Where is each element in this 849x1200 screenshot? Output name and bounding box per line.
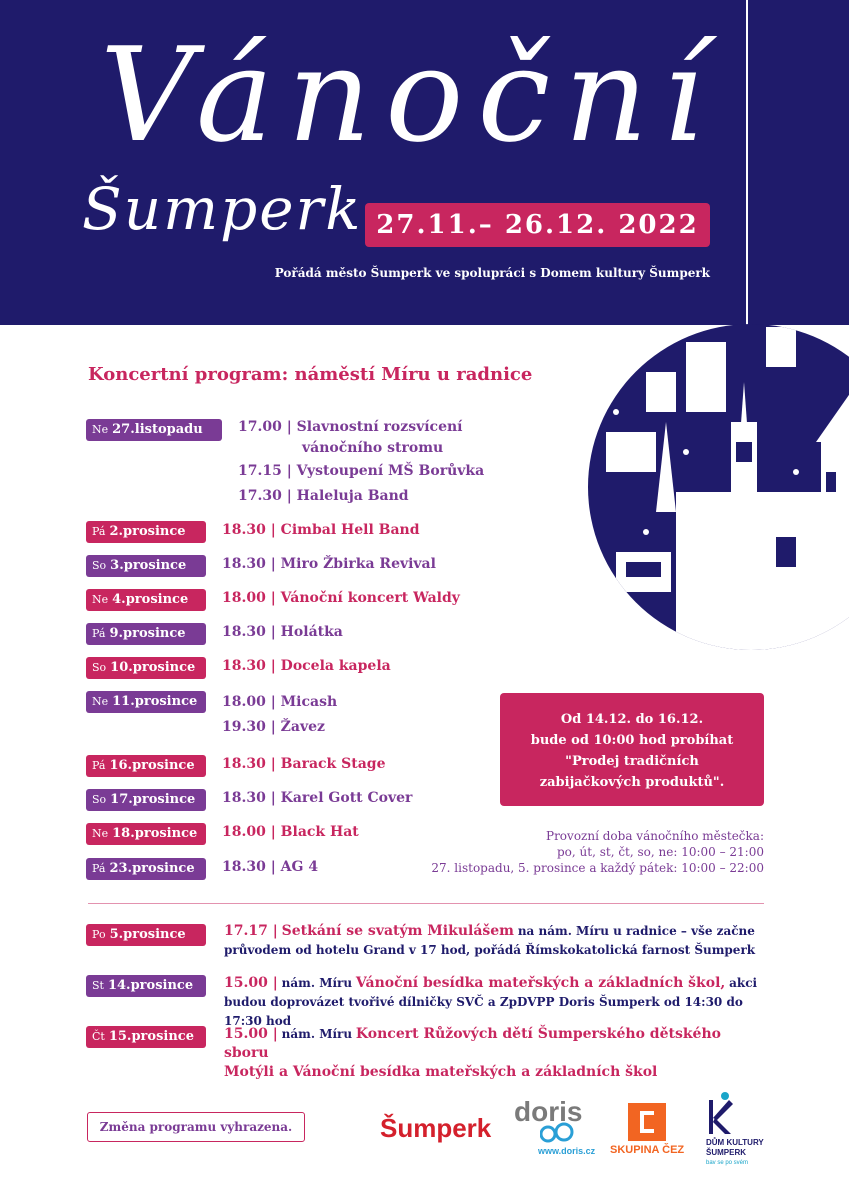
- event-line: 18.30 | Docela kapela: [222, 658, 391, 674]
- date-badge: Pá 23.prosince: [86, 858, 206, 880]
- event-line: 18.30 | Barack Stage: [222, 756, 386, 772]
- special-event: 15.00 | nám. Míru Koncert Růžových dětí Šumperského dětského sboru Motýli a Vánoční besídka mateřských a základních škol: [224, 1026, 721, 1080]
- cez-letter-icon: [640, 1111, 654, 1133]
- doris-logo: doris: [514, 1096, 583, 1127]
- event-line: 18.00 | Vánoční koncert Waldy: [222, 590, 460, 606]
- program-change-notice: Změna programu vyhrazena.: [87, 1112, 305, 1142]
- organizer-text: Pořádá město Šumperk ve spolupráci s Domem kultury Šumperk: [274, 266, 710, 280]
- date-badge: Ne 27.listopadu: [86, 419, 222, 441]
- section-divider: [88, 903, 764, 904]
- date-badge: Pá 2.prosince: [86, 521, 206, 543]
- title-sub: Šumperk: [82, 175, 363, 243]
- hours-line: Provozní doba vánočního městečka:: [546, 829, 764, 843]
- date-badge: Po 5.prosince: [86, 924, 206, 946]
- special-event: 15.00 | nám. Míru Vánoční besídka mateřských a základních škol, akci budou doprovázet tvořivé dílničky SVČ a ZpDVPP Doris Šumperk od 14:30 do 17:30 hod: [224, 975, 758, 1028]
- sumperk-logo: Šumperk: [380, 1113, 492, 1143]
- date-badge: So 3.prosince: [86, 555, 206, 577]
- info-line: Od 14.12. do 16.12.: [560, 712, 704, 727]
- date-badge: Pá 16.prosince: [86, 755, 206, 777]
- cez-logo-mark: [628, 1103, 666, 1141]
- event-line: 18.30 | Miro Žbirka Revival: [222, 556, 436, 572]
- hours-line: 27. listopadu, 5. prosince a každý pátek: 10:00 – 22:00: [431, 861, 764, 875]
- doris-url: www.doris.cz: [538, 1146, 596, 1156]
- ornament-string: [746, 0, 748, 330]
- event-line: 18.30 | Holátka: [222, 624, 343, 640]
- event-dates: 27.11.– 26.12. 2022: [365, 203, 710, 247]
- date-badge: Pá 9.prosince: [86, 623, 206, 645]
- christmas-ornament-illustration: [586, 322, 849, 652]
- event-line: 18.00 | Black Hat: [222, 824, 359, 840]
- program-title: Koncertní program: náměstí Míru u radnice: [88, 364, 533, 385]
- event-line: 18.30 | Cimbal Hell Band: [222, 522, 420, 538]
- info-line: "Prodej tradičních: [565, 754, 699, 769]
- header-banner: [0, 0, 849, 325]
- dk-logo-mark: [705, 1090, 735, 1136]
- dk-line: ŠUMPERK: [706, 1148, 747, 1157]
- date-badge: Ne 4.prosince: [86, 589, 206, 611]
- title-main: Vánoční: [100, 19, 718, 171]
- date-badge: So 10.prosince: [86, 657, 206, 679]
- event-line: 17.15 | Vystoupení MŠ Borůvka: [238, 463, 485, 479]
- doris-bubbles-icon: [540, 1122, 580, 1146]
- date-badge: Ne 18.prosince: [86, 823, 206, 845]
- date-badge: Ne 11.prosince: [86, 691, 206, 713]
- cez-logo-text: SKUPINA ČEZ: [610, 1144, 685, 1156]
- info-box: [500, 693, 764, 806]
- dk-line: DŮM KULTURY: [706, 1138, 764, 1147]
- event-line: vánočního stromu: [302, 440, 444, 456]
- date-badge: Čt 15.prosince: [86, 1026, 206, 1048]
- dk-logo-text: [706, 1138, 764, 1168]
- event-line: 19.30 | Žavez: [222, 719, 325, 735]
- opening-hours: [431, 828, 764, 876]
- special-event: 17.17 | Setkání se svatým Mikulášem na nám. Míru u radnice – vše začne průvodem od hotelu Grand v 17 hod, pořádá Římskokatolická farnost Šumperk: [224, 923, 756, 957]
- event-line: 18.30 | AG 4: [222, 859, 319, 875]
- event-line: 17.00 | Slavnostní rozsvícení: [238, 419, 463, 435]
- info-line: zabijačkových produktů".: [539, 775, 725, 790]
- event-line: 18.00 | Micash: [222, 694, 338, 710]
- date-badge: So 17.prosince: [86, 789, 206, 811]
- info-line: bude od 10:00 hod probíhat: [530, 733, 734, 748]
- event-line: 17.30 | Haleluja Band: [238, 488, 409, 504]
- hours-line: po, út, st, čt, so, ne: 10:00 – 21:00: [557, 845, 764, 859]
- date-badge: St 14.prosince: [86, 975, 206, 997]
- dk-tagline: bav se po svém: [706, 1160, 749, 1166]
- event-line: 18.30 | Karel Gott Cover: [222, 790, 413, 806]
